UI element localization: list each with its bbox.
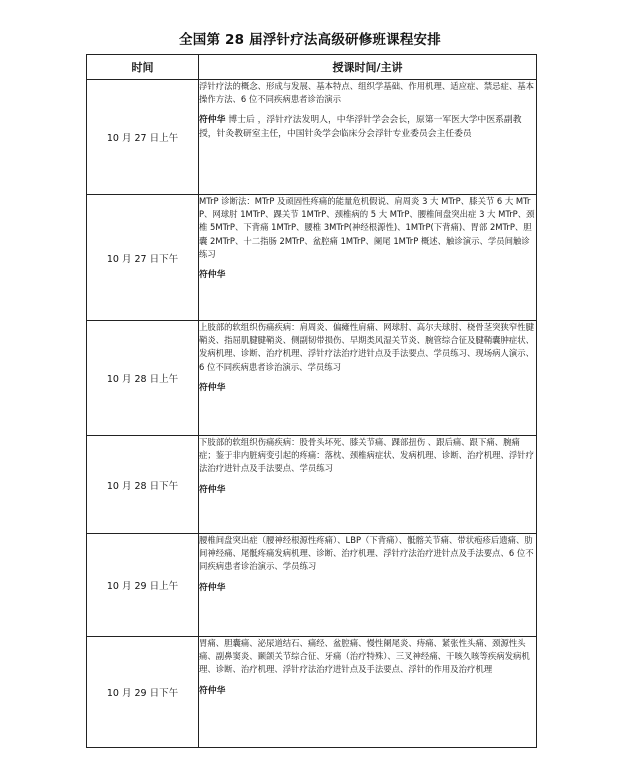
session-content-cell <box>199 195 537 321</box>
session-time: 10 月 28 日下午 <box>87 436 199 534</box>
lecturer-line <box>199 114 536 140</box>
table-row <box>87 195 537 321</box>
header-row <box>87 55 537 80</box>
schedule-table <box>86 54 537 748</box>
session-content-cell <box>199 321 537 436</box>
page-title: 全国第 28 届浮针疗法高级研修班课程安排 <box>179 32 441 48</box>
session-content: 腰椎间盘突出症（腰神经根源性疼痛）、LBP（下背痛）、骶髂关节痛、带状疱疹后遗痛、肋间神经痛、尾骶疼痛发病机理、诊断、治疗机理、浮针疗法治疗进针点及手法要点、6 位不同疾病患者诊治演示、学员练习 <box>199 535 534 572</box>
table-row <box>87 436 537 534</box>
lecturer-line <box>199 382 536 395</box>
lecturer-name: 符仲华 <box>199 115 226 126</box>
table-row <box>87 80 537 195</box>
table-row <box>87 321 537 436</box>
lecturer-line <box>199 685 536 698</box>
lecturer-name: 符仲华 <box>199 582 226 593</box>
session-time: 10 月 27 日上午 <box>87 80 199 195</box>
lecturer-bio: 博士后 ，浮针疗法发明人，中华浮针学会会长，原第一军医大学中医系副教授，针灸教研室主任，中国针灸学会临床分会浮针专业委员会主任委员 <box>199 115 522 139</box>
lecturer-name: 符仲华 <box>199 685 226 696</box>
session-time: 10 月 28 日上午 <box>87 321 199 436</box>
time-column-header: 时间 <box>87 55 199 80</box>
session-content: 下肢部的软组织伤痛疾病：股骨头坏死、膝关节痛、踝部扭伤 、跟后痛、跟下痛、腕痛症；鉴于非内脏病变引起的疼痛：落枕、颈椎病症状、发病机理、诊断、治疗机理、浮针疗法治疗进针点及手法要点、学员练习 <box>199 437 534 474</box>
session-content: 胃痛、胆囊痛、泌尿道结石、痛经、盆腔痛、慢性阑尾炎、痔痛、紧张性头痛、颈源性头痛、副鼻窦炎、颞颌关节综合征、牙痛（治疗特殊）、三叉神经痛、干咳久咳等疾病发病机理、诊断、治疗机理、浮针疗法治疗进针点及手法要点、浮针的作用及治疗机理 <box>199 638 530 675</box>
session-content: 浮针疗法的概念、形成与发展、基本特点、组织学基础、作用机理、适应症、禁忌症、基本操作方法、6 位不同疾病患者诊治演示 <box>199 81 534 105</box>
content-column-header: 授课时间/主讲 <box>199 55 537 80</box>
session-content-cell <box>199 80 537 195</box>
lecturer-name: 符仲华 <box>199 270 226 281</box>
lecturer-line <box>199 484 536 497</box>
lecturer-line <box>199 269 536 282</box>
lecturer-name: 符仲华 <box>199 382 226 393</box>
session-content-cell <box>199 534 537 637</box>
session-content-cell <box>199 436 537 534</box>
lecturer-name: 符仲华 <box>199 484 226 495</box>
table-row <box>87 637 537 748</box>
session-content-cell <box>199 637 537 748</box>
session-content: MTrP 诊断法：MTrP 及顽固性疼痛的能量危机假说、肩周炎 3 大 MTrP、膝关节 6 大 MTrP、网球肘 1MTrP、踝关节 1MTrP、颈椎病的 5 大 MTrP、腰椎间盘突出症 3 大 MTrP、颈椎 5MTrP、下背痛 1MTrP、腰椎 3MTrP(神经根源性)、1MTrP(下背痛)、胃部 2MTrP、胆囊 2MTrP、十二指肠 2MTrP、盆腔痛 1MTrP、阑尾 1MTrP 概述、触诊演示、学员间触诊练习 <box>199 196 535 259</box>
session-content: 上肢部的软组织伤痛疾病：肩周炎、偏瘫性肩痛、网球肘、高尔夫球肘、桡骨茎突狭窄性腱鞘炎、指屈肌腱腱鞘炎、侧副韧带损伤、早期类风湿关节炎、腕管综合征及腱鞘囊肿症状、发病机理、诊断、治疗机理、浮针疗法治疗进针点及手法要点、学员练习、现场病人演示、6 位不同疾病患者诊治演示、学员练习 <box>199 322 534 372</box>
lecturer-line <box>199 582 536 595</box>
table-row <box>87 534 537 637</box>
session-time: 10 月 27 日下午 <box>87 195 199 321</box>
session-time: 10 月 29 日上午 <box>87 534 199 637</box>
session-time: 10 月 29 日下午 <box>87 637 199 748</box>
